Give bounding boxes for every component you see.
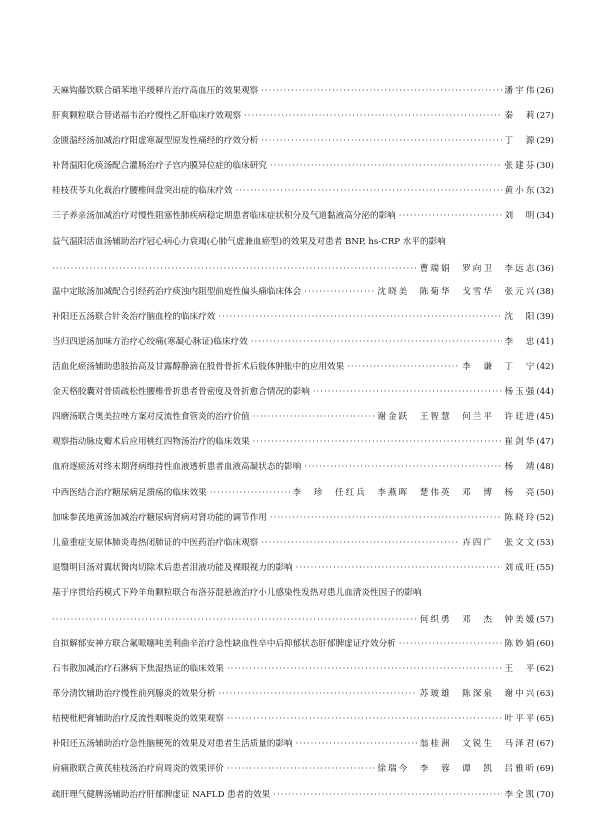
entry-authors: 李 珍 任红兵 李燕晖 楚伟英 邓 博 杨 亮 (292, 488, 537, 498)
entry-title: 革分清饮辅助治疗慢性前列腺炎的效果分析 (52, 689, 216, 699)
leader-dots (296, 738, 417, 750)
toc-entry (52, 135, 554, 147)
entry-title: 补肾温阳化痰汤配合灌肠治疗子宫内膜异位症的临床研究 (52, 161, 267, 171)
entry-authors: 杨 靖 (504, 462, 537, 472)
toc-entry (52, 336, 554, 348)
entry-page: (27) (536, 111, 554, 121)
toc-entry (52, 562, 554, 574)
entry-title: 退翳明目汤对翼状胬肉切除术后患者泪液功能及裸眼视力的影响 (52, 563, 293, 573)
leader-dots (399, 638, 502, 650)
entry-title: 补阳还五汤联合针灸治疗脑血栓的临床疗效 (52, 312, 216, 322)
entry-page: (52) (536, 513, 554, 523)
entry-page: (60) (536, 639, 554, 649)
entry-authors: 刘 明 (504, 211, 537, 221)
entry-title: 当归四逆汤加味方治疗心绞痛(寒凝心脉证)临床疗效 (52, 337, 248, 347)
entry-authors: 谢金跃 王智慧 何兰平 许廷进 (377, 412, 537, 422)
entry-title: 金匮温经汤加减治疗阳虚寒凝型原发性痛经的疗效分析 (52, 136, 259, 146)
entry-title: 肝爽颗粒联合替诺福韦治疗慢性乙肝临床疗效观察 (52, 111, 242, 121)
leader-dots (270, 512, 502, 524)
leader-dots (304, 461, 501, 473)
entry-title: 肩痛散联合黄芪桂枝汤治疗肩周炎的效果评价 (52, 764, 224, 774)
entry-page: (69) (536, 764, 554, 774)
toc-entry (52, 487, 554, 499)
toc-entry (52, 411, 554, 423)
entry-authors: 丁 源 (504, 136, 537, 146)
toc-entry (52, 738, 554, 750)
leader-dots (235, 185, 501, 197)
entry-authors: 翁桂洲 文锐生 马泽君 (419, 739, 537, 749)
leader-dots (304, 286, 374, 298)
toc-entry (52, 286, 554, 298)
leader-dots (347, 361, 459, 373)
entry-authors: 王 平 (504, 664, 537, 674)
toc-entry (52, 537, 554, 549)
toc-entry (52, 210, 554, 222)
entry-authors: 李全凯 (504, 790, 537, 800)
entry-authors: 秦 莉 (504, 111, 537, 121)
entry-authors: 卉四广 张文文 (462, 538, 537, 548)
entry-page: (32) (536, 186, 554, 196)
entry-authors: 何织勇 邓 杰 钟美媛 (419, 615, 537, 625)
entry-page: (62) (536, 664, 554, 674)
leader-dots (52, 263, 417, 275)
entry-page: (29) (536, 136, 554, 146)
entry-page: (65) (536, 714, 554, 724)
entry-title: 桔梗枇杷膏辅助治疗反流性咽喉炎的效果观察 (52, 714, 224, 724)
entry-authors: 黄小东 (504, 186, 537, 196)
toc-entry (52, 688, 554, 700)
entry-authors: 陈妙娟 (504, 639, 537, 649)
entry-page: (41) (536, 337, 554, 347)
entry-authors: 李 谦 丁 宁 (462, 362, 537, 372)
toc-entry (52, 361, 554, 373)
toc-entry (52, 160, 554, 172)
entry-title: 四磨汤联合奥美拉唑方案对反流性食管炎的治疗价值 (52, 412, 250, 422)
entry-title: 石韦散加减治疗石淋病下焦湿热证的临床效果 (52, 664, 224, 674)
toc-entry (52, 236, 554, 275)
toc-entry (52, 436, 554, 448)
entry-title: 观察指动脉皮瓣术后应用桃红四物汤治疗的临床效果 (52, 437, 250, 447)
leader-dots (261, 537, 459, 549)
toc-entry (52, 512, 554, 524)
entry-authors: 陈晓玲 (504, 513, 537, 523)
entry-title: 自拟解郁安神方联合氟哌噻吨美利曲辛治疗急性缺血性卒中后抑郁状态肝郁脾虚证疗效分析 (52, 639, 396, 649)
entry-page: (57) (536, 615, 554, 625)
entry-title: 儿童重症支原体肺炎毒热闭肺证的中医药治疗临床观察 (52, 538, 259, 548)
leader-dots (52, 614, 417, 626)
toc-entry (52, 185, 554, 197)
entry-page: (42) (536, 362, 554, 372)
entry-authors: 张建芬 (504, 161, 537, 171)
leader-dots (313, 386, 502, 398)
entry-title: 三子养亲汤加减治疗对慢性阻塞性肺疾病稳定期患者临床症状积分及气道黏液高分泌的影响 (52, 211, 396, 221)
entry-title: 益气温阳活血汤辅助治疗冠心病心力衰竭(心肺气虚兼血瘀型)的效果及对患者 BNP, hs-CRP 水平的影响 (52, 237, 446, 247)
leader-dots (210, 487, 290, 499)
entry-title: 血府逐瘀汤对终末期肾病维持性血液透析患者血液高凝状态的影响 (52, 462, 302, 472)
entry-title: 基于序贯给药模式下羚羊角颗粒联合布洛芬混悬液治疗小儿感染性发热对患儿血清炎性因子的影响 (52, 588, 422, 598)
leader-dots (296, 562, 502, 574)
entry-page: (36) (536, 264, 554, 274)
entry-authors: 刘成旺 (504, 563, 537, 573)
toc-entry (52, 789, 554, 801)
toc-entry (52, 85, 554, 97)
entry-authors: 曹瑞娟 罗向卫 李远志 (419, 264, 537, 274)
entry-title: 温中定眩汤加减配合引经药治疗痰浊内阻型前庭性偏头痛临床体会 (52, 287, 302, 297)
entry-page: (48) (536, 462, 554, 472)
leader-dots (244, 110, 501, 122)
leader-dots (218, 688, 417, 700)
entry-authors: 沈 阳 (504, 312, 537, 322)
entry-authors: 叶平平 (504, 714, 537, 724)
entry-title: 补阳还五汤辅助治疗急性脑梗死的效果及对患者生活质量的影响 (52, 739, 293, 749)
leader-dots (218, 311, 501, 323)
toc-entry (52, 663, 554, 675)
entry-title: 桂枝茯苓丸化裁治疗腰椎间盘突出症的临床疗效 (52, 186, 233, 196)
entry-title: 活血化瘀汤辅助患肢抬高及甘露醇静滴在股骨骨折术后肢体肿胀中的应用效果 (52, 362, 345, 372)
entry-page: (26) (536, 86, 554, 96)
entry-title: 金天格胶囊对骨质疏松性腰椎骨折患者骨密度及骨折愈合情况的影响 (52, 387, 310, 397)
entry-page: (30) (536, 161, 554, 171)
entry-page: (50) (536, 488, 554, 498)
entry-title: 疏肝理气健脾汤辅助治疗肝郁脾虚证 NAFLD 患者的效果 (52, 790, 271, 800)
toc-entry (52, 638, 554, 650)
entry-page: (34) (536, 211, 554, 221)
leader-dots (227, 713, 502, 725)
entry-authors: 潘宇伟 (504, 86, 537, 96)
entry-authors: 崔剑华 (504, 437, 537, 447)
toc-entry (52, 311, 554, 323)
leader-dots (399, 210, 502, 222)
entry-page: (45) (536, 412, 554, 422)
entry-page: (53) (536, 538, 554, 548)
leader-dots (227, 763, 375, 775)
entry-page: (39) (536, 312, 554, 322)
entry-authors: 李 忠 (504, 337, 537, 347)
leader-dots (261, 135, 501, 147)
entry-page: (47) (536, 437, 554, 447)
entry-page: (63) (536, 689, 554, 699)
toc-entry (52, 386, 554, 398)
entry-authors: 徐瑞今 李 蓉 谭 凯 吕雅昕 (377, 764, 537, 774)
entry-page: (38) (536, 287, 554, 297)
leader-dots (227, 663, 502, 675)
toc-entry (52, 110, 554, 122)
entry-page: (55) (536, 563, 554, 573)
leader-dots (253, 411, 375, 423)
entry-authors: 苏玻雄 陈深泉 谢中兴 (419, 689, 537, 699)
leader-dots (270, 160, 502, 172)
leader-dots (253, 436, 502, 448)
leader-dots (261, 85, 501, 97)
entry-title: 加味参芪地黄汤加减治疗糖尿病肾病对肾功能的调节作用 (52, 513, 267, 523)
leader-dots (251, 336, 502, 348)
leader-dots (273, 789, 501, 801)
toc-entry (52, 713, 554, 725)
toc-entry (52, 461, 554, 473)
entry-page: (70) (536, 790, 554, 800)
entry-title: 中西医结合治疗糖尿病足溃疡的临床效果 (52, 488, 207, 498)
entry-page: (44) (536, 387, 554, 397)
toc-entry (52, 763, 554, 775)
entry-authors: 沈晓美 陈菊华 戈雪华 张元兴 (377, 287, 537, 297)
entry-title: 天麻钩藤饮联合硝苯地平缓释片治疗高血压的效果观察 (52, 86, 259, 96)
entry-page: (67) (536, 739, 554, 749)
entry-authors: 杨玉强 (504, 387, 537, 397)
toc-entry (52, 587, 554, 626)
